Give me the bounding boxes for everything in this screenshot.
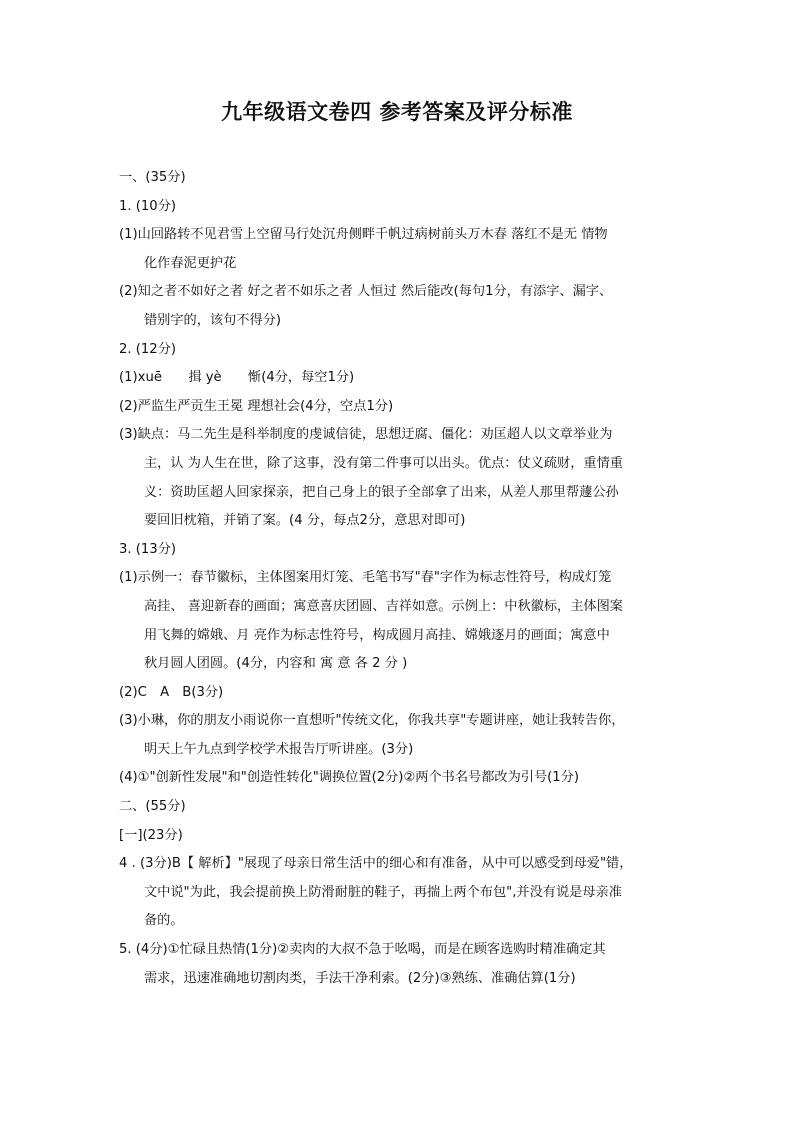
answer-line: (4)①"创新性发展"和"创造性转化"调换位置(2分)②两个书名号都改为引号(1分) bbox=[119, 770, 580, 786]
answer-line: (3)缺点：马二先生是科举制度的虔诚信徒，思想迂腐、僵化：劝匡超人以文章举业为 bbox=[119, 427, 613, 443]
answer-line: (1)山回路转不见君雪上空留马行处沉舟侧畔千帆过病树前头万木春 落红不是无 情物 bbox=[119, 227, 608, 243]
answer-line: 2. (12分) bbox=[119, 341, 177, 357]
answer-line: 文中说"为此，我会提前换上防滑耐脏的鞋子，再揣上两个布包",并没有说是母亲准 bbox=[144, 884, 622, 900]
answer-line: 5. (4分)①忙碌且热情(1分)②卖肉的大叔不急于吆喝，而是在顾客选购时精准确定其 bbox=[119, 942, 606, 958]
answer-line: (2)知之者不如好之者 好之者不如乐之者 人恒过 然后能改(每句1分，有添字、漏字、 bbox=[119, 284, 613, 300]
document-title: 九年级语文卷四 参考答案及评分标准 bbox=[221, 100, 573, 124]
answer-line: 秋月圆人团圆。(4分，内容和 寓 意 各 2 分 ) bbox=[144, 656, 408, 672]
answer-line: [一](23分) bbox=[119, 827, 183, 843]
answer-line: 要回旧枕箱，并销了案。(4 分，每点2分，意思对即可) bbox=[144, 513, 466, 529]
answer-line: 错别字的，该句不得分) bbox=[144, 312, 282, 328]
answer-line: (2)C A B(3分) bbox=[119, 684, 224, 700]
answer-content bbox=[119, 164, 699, 993]
answer-line: 3. (13分) bbox=[119, 541, 177, 557]
answer-line: 4 . (3分)B【 解析】"展现了母亲日常生活中的细心和有准备，从中可以感受到母爱"错， bbox=[119, 856, 633, 872]
answer-line: (2)严监生严贡生王冕 理想社会(4分，空点1分) bbox=[119, 398, 394, 414]
answer-line: (1)示例一：春节徽标，主体图案用灯笼、毛笔书写"春"字作为标志性符号，构成灯笼 bbox=[119, 570, 612, 586]
answer-line: (3)小琳，你的朋友小雨说你一直想听"传统文化，你我共享"专题讲座，她让我转告你， bbox=[119, 713, 625, 729]
answer-line: 主，认 为人生在世，除了这事，没有第二件事可以出头。优点：仗义疏财，重情重 bbox=[144, 455, 623, 471]
answer-line: 需求，迅速准确地切割肉类，手法干净利索。(2分)③熟练、准确估算(1分) bbox=[144, 970, 576, 986]
answer-line: 1. (10分) bbox=[119, 198, 177, 214]
answer-line: 高挂、 喜迎新春的画面；寓意喜庆团圆、吉祥如意。示例上：中秋徽标，主体图案 bbox=[144, 598, 623, 614]
answer-line: 一、(35分) bbox=[119, 170, 186, 185]
answer-line: 用飞舞的嫦娥、月 亮作为标志性符号，构成圆月高挂、嫦娥逐月的画面；寓意中 bbox=[144, 627, 610, 643]
answer-line: 二、(55分) bbox=[119, 799, 186, 815]
answer-line: (1)xuē 揖 yè 惭(4分，每空1分) bbox=[119, 370, 355, 386]
answer-line: 化作春泥更护花 bbox=[144, 255, 237, 271]
answer-line: 备的。 bbox=[144, 913, 184, 929]
answer-line: 义：资助匡超人回家探亲，把自己身上的银子全部拿了出来，从差人那里帮蘧公孙 bbox=[144, 484, 619, 500]
answer-line: 明天上午九点到学校学术报告厅听讲座。(3分) bbox=[144, 741, 414, 757]
